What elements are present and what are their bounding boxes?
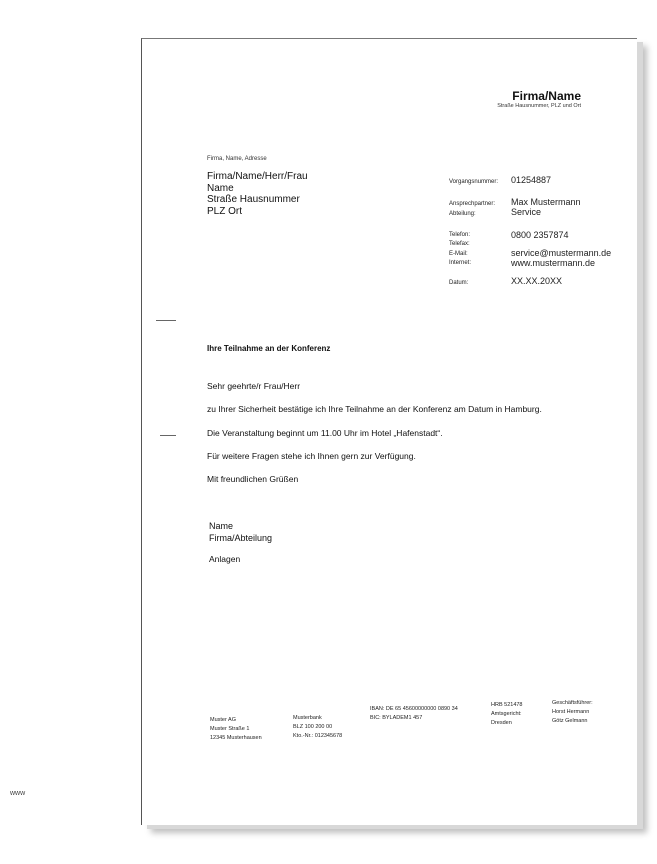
sender-return-address: Firma, Name, Adresse <box>207 156 267 162</box>
body-paragraph: Die Veranstaltung beginnt um 11.00 Uhr im Hotel „Hafenstadt“. <box>207 428 443 438</box>
footer-company <box>210 716 262 743</box>
footer-line: Muster Straße 1 <box>210 726 250 732</box>
attachments-label: Anlagen <box>209 554 241 564</box>
contact-value: Max Mustermann <box>511 197 581 207</box>
letter-page <box>141 38 637 825</box>
footer-bank <box>293 714 342 741</box>
signature-block <box>209 521 272 544</box>
footer-register <box>491 701 523 728</box>
footer-management <box>552 699 593 726</box>
footer-line: Kto.-Nr.: 012345678 <box>293 733 343 739</box>
body-paragraph: zu Ihrer Sicherheit bestätige ich Ihre Teilnahme an der Konferenz am Datum in Hamburg. <box>207 404 542 414</box>
recipient-line: Firma/Name/Herr/Frau <box>207 171 308 182</box>
salutation: Sehr geehrte/r Frau/Herr <box>207 381 301 391</box>
footer-line: HRB 521478 <box>491 702 523 708</box>
date-value: XX.XX.20XX <box>511 276 563 286</box>
watermark-text: www <box>10 790 26 797</box>
web-label: Internet: <box>449 260 472 266</box>
footer-line: Geschäftsführer: <box>552 700 593 706</box>
footer-line: Götz Gelmann <box>552 718 588 724</box>
phone-value: 0800 2357874 <box>511 230 569 240</box>
date-label: Datum: <box>449 280 469 286</box>
company-name: Firma/Name <box>512 89 581 103</box>
signature-name: Name <box>209 521 234 531</box>
letter-subject: Ihre Teilnahme an der Konferenz <box>207 344 331 353</box>
email-value[interactable]: service@mustermann.de <box>511 248 612 258</box>
reference-label: Vorgangsnummer: <box>449 179 499 185</box>
phone-label: Telefon: <box>449 232 471 238</box>
department-value: Service <box>511 207 542 217</box>
closing: Mit freundlichen Grüßen <box>207 474 299 484</box>
recipient-line: Straße Hausnummer <box>207 194 300 205</box>
recipient-line: PLZ Ort <box>207 205 243 217</box>
fold-mark <box>160 435 176 436</box>
footer-line: BIC: BYLADEM1 457 <box>370 715 423 721</box>
footer-line: IBAN: DE 65 45600000000 0890 34 <box>370 706 458 712</box>
footer-line: Horst Hermann <box>552 709 590 715</box>
body-paragraph: Für weitere Fragen stehe ich Ihnen gern zur Verfügung. <box>207 451 416 461</box>
footer-line: 12345 Musterhausen <box>210 735 262 741</box>
footer-line: Dresden <box>491 720 512 726</box>
footer-line: BLZ 100 200 00 <box>293 724 333 730</box>
fold-mark <box>156 320 176 321</box>
footer-line: Amtsgericht: <box>491 711 522 717</box>
recipient-line: Name <box>207 182 234 194</box>
department-label: Abteilung: <box>449 211 476 217</box>
email-label: E-Mail: <box>449 251 468 257</box>
footer-iban <box>370 705 458 723</box>
footer-line: Muster AG <box>210 717 236 723</box>
letter-footer <box>210 699 610 749</box>
contact-label: Ansprechpartner: <box>449 201 496 207</box>
company-address: Straße Hausnummer, PLZ und Ort <box>497 103 581 109</box>
fax-label: Telefax: <box>449 241 470 247</box>
recipient-address <box>207 171 308 217</box>
web-value[interactable]: www.mustermann.de <box>511 258 596 268</box>
reference-value: 01254887 <box>511 175 552 185</box>
footer-line: Musterbank <box>293 715 322 721</box>
signature-department: Firma/Abteilung <box>209 532 273 543</box>
